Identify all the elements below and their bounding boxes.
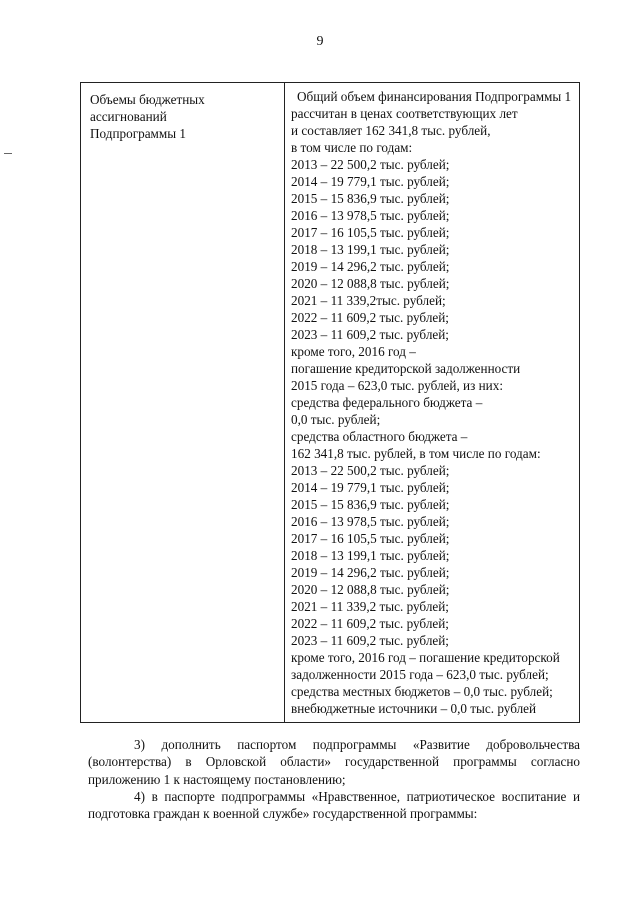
content-line: средства федерального бюджета – bbox=[291, 395, 483, 410]
content-line: 2014 – 19 779,1 тыс. рублей; bbox=[291, 174, 450, 189]
content-line: и составляет 162 341,8 тыс. рублей, bbox=[291, 123, 491, 138]
content-line: кроме того, 2016 год – bbox=[291, 344, 416, 359]
content-line: 162 341,8 тыс. рублей, в том числе по годам: bbox=[291, 446, 541, 461]
content-line: 2015 года – 623,0 тыс. рублей, из них: bbox=[291, 378, 503, 393]
label-line: Объемы бюджетных bbox=[90, 92, 205, 107]
content-line: 2021 – 11 339,2 тыс. рублей; bbox=[291, 599, 449, 614]
content-line: погашение кредиторской задолженности bbox=[291, 361, 521, 376]
content-line: 2022 – 11 609,2 тыс. рублей; bbox=[291, 616, 449, 631]
content-line: 2019 – 14 296,2 тыс. рублей; bbox=[291, 565, 450, 580]
content-line: 0,0 тыс. рублей; bbox=[291, 412, 381, 427]
content-line: 2021 – 11 339,2тыс. рублей; bbox=[291, 293, 446, 308]
content-line: 2020 – 12 088,8 тыс. рублей; bbox=[291, 582, 450, 597]
content-line: 2017 – 16 105,5 тыс. рублей; bbox=[291, 225, 450, 240]
content-line: 2018 – 13 199,1 тыс. рублей; bbox=[291, 548, 450, 563]
page-number: 9 bbox=[316, 34, 324, 49]
content-line: Общий объем финансирования Подпрограммы 1 bbox=[297, 89, 572, 104]
content-line: 2023 – 11 609,2 тыс. рублей; bbox=[291, 327, 449, 342]
content-line: 2022 – 11 609,2 тыс. рублей; bbox=[291, 310, 449, 325]
content-line: 2013 – 22 500,2 тыс. рублей; bbox=[291, 157, 450, 172]
content-line: 2020 – 12 088,8 тыс. рублей; bbox=[291, 276, 450, 291]
content-line: 2019 – 14 296,2 тыс. рублей; bbox=[291, 259, 450, 274]
content-line: 2018 – 13 199,1 тыс. рублей; bbox=[291, 242, 450, 257]
content-line: в том числе по годам: bbox=[291, 140, 413, 155]
label-line: Подпрограммы 1 bbox=[90, 126, 186, 141]
content-line: 2017 – 16 105,5 тыс. рублей; bbox=[291, 531, 450, 546]
paragraph-item-4: 4) в паспорте подпрограммы «Нравственное, патриотическое воспитание и подготовка граждан к военной службе» государственной программы: bbox=[88, 788, 580, 822]
content-line: 2013 – 22 500,2 тыс. рублей; bbox=[291, 463, 450, 478]
paragraph-item-3: 3) дополнить паспортом подпрограммы «Развитие добровольчества (волонтерства) в Орловской области» государственной программы согласно приложению 1 к настоящему постановлению; bbox=[88, 737, 580, 787]
content-line: 2016 – 13 978,5 тыс. рублей; bbox=[291, 208, 450, 223]
content-line: 2014 – 19 779,1 тыс. рублей; bbox=[291, 480, 450, 495]
content-line: 2015 – 15 836,9 тыс. рублей; bbox=[291, 191, 450, 206]
content-line: средства местных бюджетов – 0,0 тыс. рублей; bbox=[291, 684, 553, 699]
content-line: рассчитан в ценах соответствующих лет bbox=[291, 106, 518, 121]
content-line: 2023 – 11 609,2 тыс. рублей; bbox=[291, 633, 449, 648]
content-cell bbox=[285, 83, 580, 723]
budget-passport-table bbox=[80, 82, 580, 723]
body-text bbox=[88, 736, 580, 822]
content-line: 2015 – 15 836,9 тыс. рублей; bbox=[291, 497, 450, 512]
label-cell bbox=[81, 83, 285, 723]
content-line: кроме того, 2016 год – погашение кредиторской bbox=[291, 650, 560, 665]
table-row bbox=[81, 83, 580, 723]
content-line: средства областного бюджета – bbox=[291, 429, 468, 444]
content-line: 2016 – 13 978,5 тыс. рублей; bbox=[291, 514, 450, 529]
margin-mark bbox=[4, 153, 12, 154]
label-line: ассигнований bbox=[90, 109, 167, 124]
content-line: задолженности 2015 года – 623,0 тыс. рублей; bbox=[291, 667, 549, 682]
content-line: внебюджетные источники – 0,0 тыс. рублей bbox=[291, 701, 537, 716]
